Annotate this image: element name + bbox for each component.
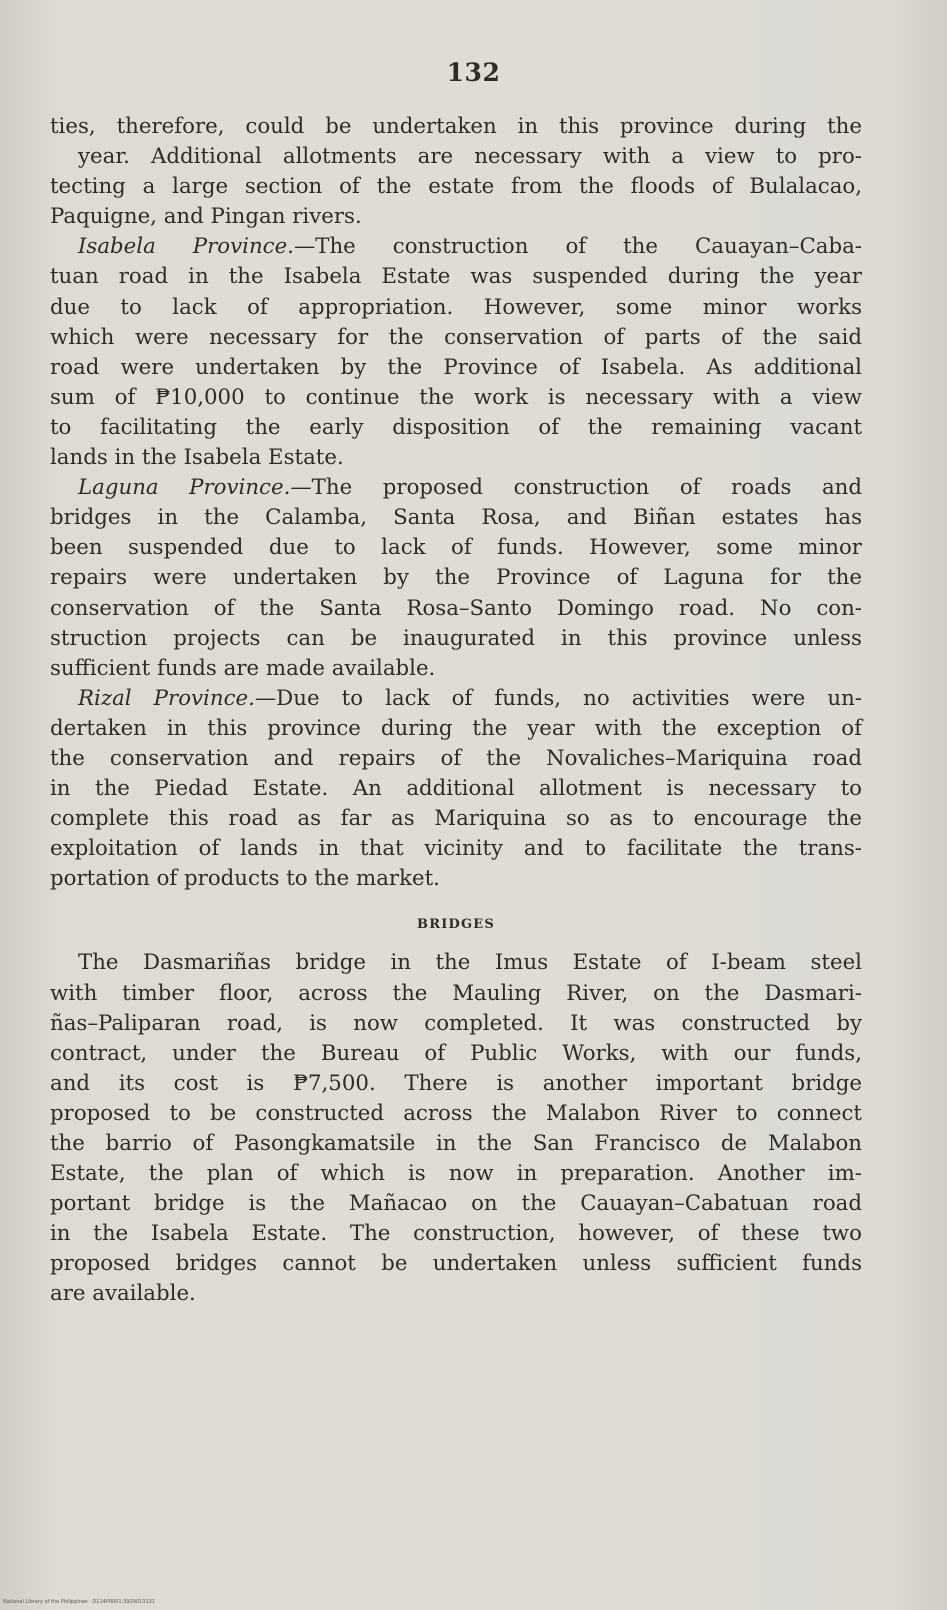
text-line: are available. — [50, 1281, 196, 1307]
section-heading: BRIDGES — [417, 917, 495, 933]
run-in-head-laguna: Laguna Province.— — [78, 475, 312, 501]
text-line: to facilitating the early disposition of the remaining vacant — [50, 414, 862, 440]
text-line: ties, therefore, could be undertaken in this province during the — [50, 114, 862, 139]
text-line: road were undertaken by the Province of Isabela. As additional — [50, 354, 862, 380]
text-line: Paquigne, and Pingan rivers. — [50, 204, 362, 230]
text-line: and its cost is ₱7,500. There is another important bridge — [50, 1070, 862, 1096]
run-in-head-rizal: Rizal Province.— — [78, 685, 277, 711]
text-line: Estate, the plan of which is now in preparation. Another im- — [50, 1161, 862, 1187]
text-line: portant bridge is the Mañacao on the Cauayan–Cabatuan road — [50, 1191, 862, 1217]
text-line: Laguna Province.—The proposed construction of roads and — [78, 475, 862, 501]
text-line: which were necessary for the conservation of parts of the said — [50, 324, 862, 350]
text-line: lands in the Isabela Estate. — [50, 445, 344, 471]
text-line: The Dasmariñas bridge in the Imus Estate of I-beam steel — [78, 950, 862, 976]
text-line: proposed to be constructed across the Malabon River to connect — [50, 1100, 862, 1126]
text-line: been suspended due to lack of funds. However, some minor — [50, 535, 862, 561]
text-line: bridges in the Calamba, Santa Rosa, and Biñan estates has — [50, 505, 862, 531]
text-line: Isabela Province.—The construction of the Cauayan–Caba- — [78, 234, 863, 260]
text-line: portation of products to the market. — [50, 866, 440, 892]
text-line: year. Additional allotments are necessary with a view to pro- — [78, 144, 862, 170]
text-line: in the Piedad Estate. An additional allotment is necessary to — [50, 776, 862, 802]
text-line: struction projects can be inaugurated in this province unless — [50, 625, 862, 651]
text-line: tuan road in the Isabela Estate was suspended during the year — [50, 264, 862, 290]
body-text — [50, 112, 862, 1310]
text-line: in the Isabela Estate. The construction, however, of these two — [50, 1221, 862, 1247]
text-line: ñas–Paliparan road, is now completed. It was constructed by — [50, 1010, 862, 1036]
text-line: sum of ₱10,000 to continue the work is necessary with a view — [50, 384, 862, 410]
text-line: Rizal Province.—Due to lack of funds, no activities were un- — [78, 685, 862, 711]
text-line: repairs were undertaken by the Province of Laguna for the — [50, 565, 862, 591]
text-line: tecting a large section of the estate from the floods of Bulalacao, — [50, 174, 862, 200]
text-line: complete this road as far as Mariquina so as to encourage the — [50, 806, 862, 832]
text-line: proposed bridges cannot be undertaken unless sufficient funds — [50, 1251, 862, 1277]
text-line: the conservation and repairs of the Novaliches–Mariquina road — [50, 745, 862, 771]
scan-footer: National Library of the Philippines · D114P0001:3929013131 — [3, 1599, 156, 1605]
text-line: due to lack of appropriation. However, some minor works — [50, 294, 862, 320]
page-number: 132 — [446, 58, 501, 87]
text-line: contract, under the Bureau of Public Works, with our funds, — [50, 1040, 862, 1066]
text-line: dertaken in this province during the year with the exception of — [50, 715, 862, 741]
text-line: with timber floor, across the Mauling River, on the Dasmari- — [50, 980, 862, 1006]
text-line: conservation of the Santa Rosa–Santo Domingo road. No con- — [50, 595, 862, 621]
run-in-head-isabela: Isabela Province.— — [78, 234, 316, 260]
text-line: sufficient funds are made available. — [50, 655, 436, 681]
text-line: exploitation of lands in that vicinity and to facilitate the trans- — [50, 836, 862, 862]
text-line: the barrio of Pasongkamatsile in the San Francisco de Malabon — [50, 1131, 862, 1156]
